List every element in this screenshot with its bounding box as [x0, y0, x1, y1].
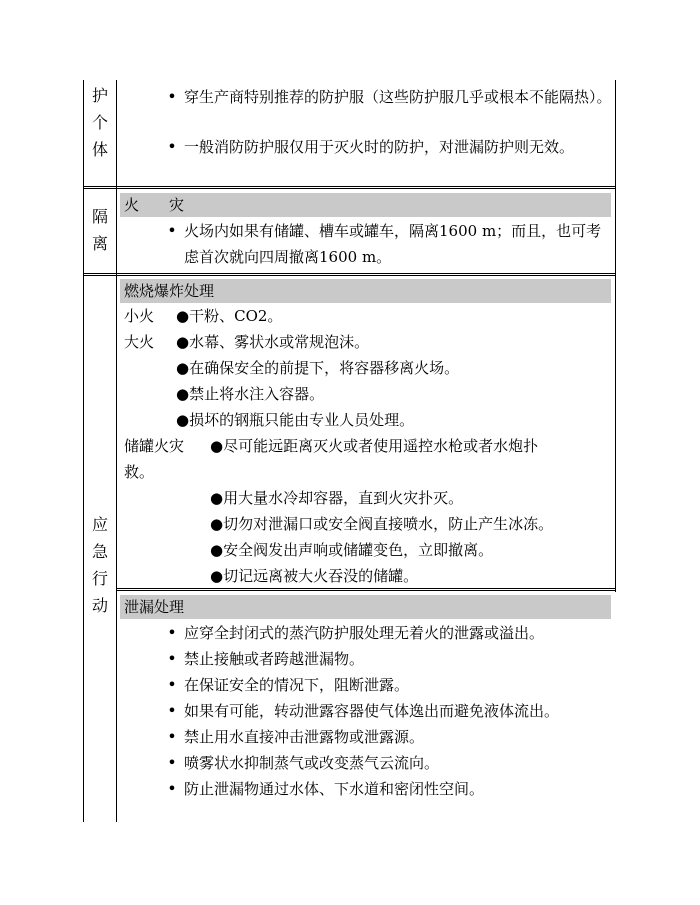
list-item-text: 防止泄漏物通过水体、下水道和密闭性空间。 — [184, 780, 485, 798]
bullet-icon: • — [167, 137, 177, 156]
list-item — [162, 750, 612, 776]
list-item — [162, 698, 612, 724]
label-char: 隔 — [91, 207, 108, 226]
tank-fire-item: ●用大量水冷却容器，直到火灾扑灭。 — [210, 489, 464, 507]
section-heading-combustion — [120, 279, 611, 303]
small-fire-item: ●干粉、CO2。 — [176, 307, 283, 325]
label-char: 应 — [91, 515, 108, 534]
list-item — [162, 620, 612, 646]
bullet-icon: • — [167, 623, 177, 642]
list-item-text: 如果有可能，转动泄露容器使气体逸出而避免液体流出。 — [184, 702, 560, 720]
tank-fire-item: ●切记远离被大火吞没的储罐。 — [210, 567, 419, 585]
list-item — [162, 84, 612, 110]
list-item-text: 禁止用水直接冲击泄露物或泄露源。 — [184, 728, 425, 746]
list-item-text: 穿生产商特别推荐的防护服（这些防护服几乎或根本不能隔热）。 — [184, 88, 612, 106]
list-item-text: 在保证安全的情况下，阻断泄露。 — [184, 676, 410, 694]
table-right-border — [615, 276, 616, 592]
big-fire-item: ●水幕、雾状水或常规泡沫。 — [176, 333, 370, 351]
label-char: 个 — [91, 113, 108, 132]
big-fire-item: ●损坏的钢瓶只能由专业人员处理。 — [176, 411, 415, 429]
bullet-icon: • — [167, 701, 177, 720]
label-char: 急 — [91, 542, 108, 561]
list-item — [162, 134, 612, 160]
row-label-isolation — [84, 203, 116, 257]
list-item — [162, 776, 612, 802]
section-heading-leak — [120, 595, 611, 619]
tank-fire-item: ●切勿对泄漏口或安全阀直接喷水，防止产生冰冻。 — [210, 515, 554, 533]
section-heading-text: 泄漏处理 — [124, 598, 185, 616]
bullet-icon: • — [167, 675, 177, 694]
bullet-icon: • — [167, 753, 177, 772]
list-item — [162, 672, 612, 698]
row-label-personal-protection — [84, 82, 116, 163]
label-char: 离 — [91, 234, 108, 253]
label-char: 行 — [91, 569, 108, 588]
bullet-icon: • — [167, 649, 177, 668]
tank-fire-item: ●尽可能远距离灭火或者使用遥控水枪或者水炮扑 — [210, 437, 539, 455]
table-column-divider — [116, 80, 117, 822]
tank-fire-item: ●安全阀发出声响或储罐变色，立即撤离。 — [210, 541, 494, 559]
table-right-border — [615, 80, 616, 276]
tank-fire-label: 储罐火灾 — [124, 437, 185, 455]
big-fire-label: 大火 — [124, 333, 155, 351]
list-item-text: 一般消防防护服仅用于灭火时的防护，对泄漏防护则无效。 — [184, 138, 575, 156]
small-fire-label: 小火 — [124, 307, 155, 325]
row-label-emergency-action — [84, 511, 116, 619]
row-divider — [83, 273, 616, 276]
bullet-icon: • — [167, 221, 177, 240]
list-item-text: 禁止接触或者跨越泄漏物。 — [184, 650, 365, 668]
list-item — [162, 646, 612, 672]
section-heading-fire — [120, 193, 611, 217]
list-item — [162, 724, 612, 750]
bullet-icon: • — [167, 779, 177, 798]
bullet-icon: • — [167, 727, 177, 746]
list-item — [162, 218, 612, 270]
tank-fire-item-wrap: 救。 — [124, 463, 155, 481]
list-item-text: 应穿全封闭式的蒸汽防护服处理无着火的泄露或溢出。 — [184, 624, 545, 642]
big-fire-item: ●禁止将水注入容器。 — [176, 385, 325, 403]
section-heading-text: 燃烧爆炸处理 — [124, 282, 215, 300]
list-item-text: 火场内如果有储罐、槽车或罐车，隔离1600 m；而且，也可考虑首次就向四周撤离1600 m。 — [184, 222, 602, 266]
list-item-text: 喷雾状水抑制蒸气或改变蒸气云流向。 — [184, 754, 440, 772]
big-fire-item: ●在确保安全的前提下，将容器移离火场。 — [176, 359, 460, 377]
table-left-border — [83, 80, 84, 822]
label-char: 体 — [91, 140, 108, 159]
bullet-icon: • — [167, 87, 177, 106]
row-divider — [83, 186, 616, 189]
section-heading-text: 火 灾 — [124, 196, 185, 214]
label-char: 护 — [91, 86, 108, 105]
label-char: 动 — [91, 596, 108, 615]
